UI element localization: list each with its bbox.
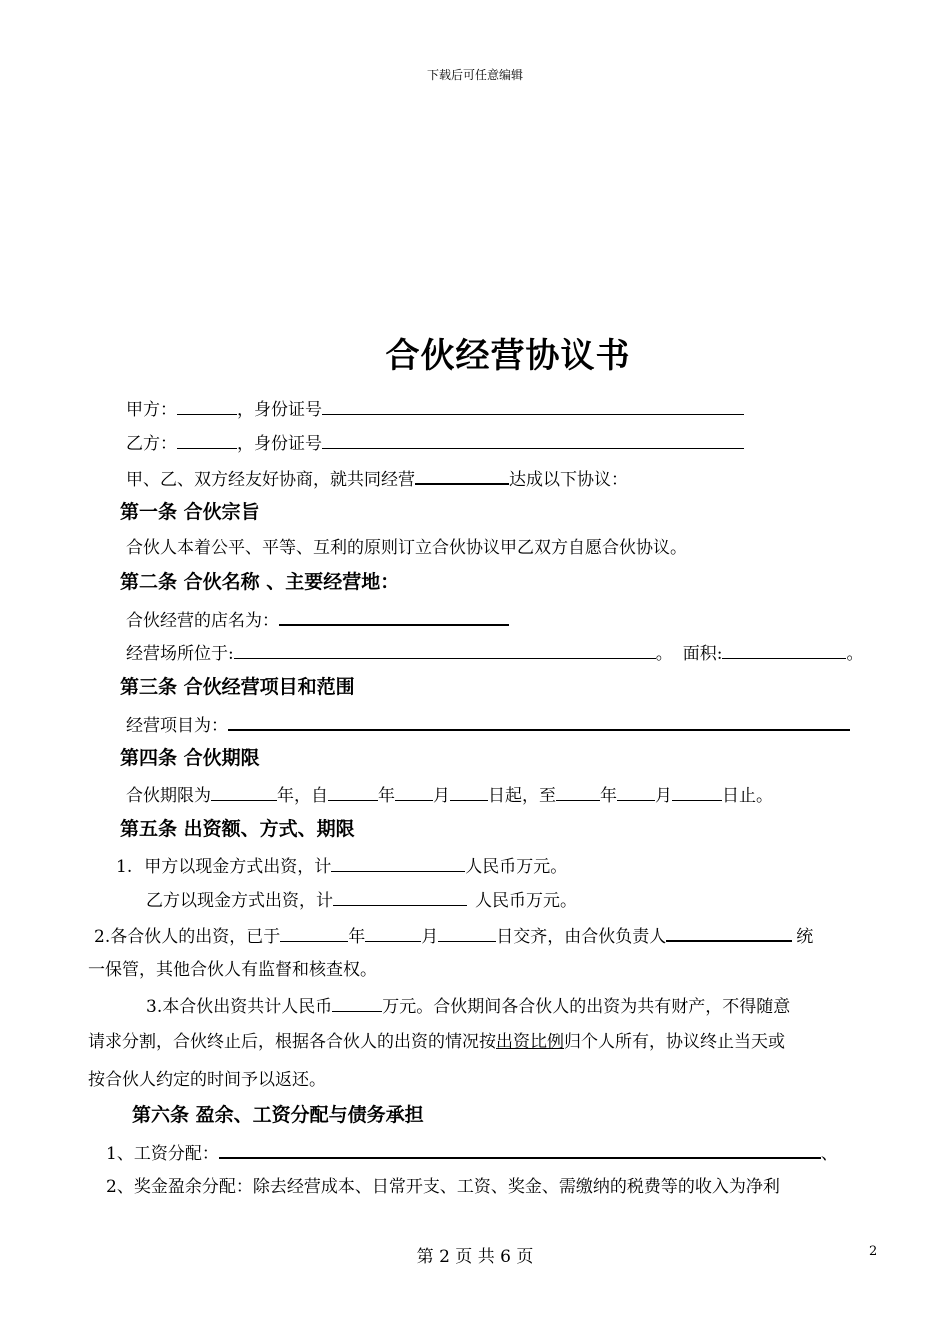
party-a-label: 甲方： (126, 400, 177, 420)
contribution-date-text-5: 统 (796, 927, 814, 947)
wage-end: 、 (820, 1144, 838, 1164)
term-years-blank (211, 782, 277, 801)
term-line (126, 782, 773, 808)
area-blank (722, 640, 846, 659)
intro-text: 甲、乙、双方经友好协商，就共同经营 (126, 470, 415, 490)
article-3-heading: 第三条 合伙经营项目和范围 (120, 676, 355, 698)
term-text-1: 合伙期限为 (126, 786, 211, 806)
contribution-date-text-1: 各合伙人的出资，已于 (110, 927, 281, 947)
article-5-heading: 第五条 出资额、方式、期限 (120, 818, 355, 840)
area-end: 。 (846, 644, 864, 664)
contribution-date-cont: 一保管，其他合伙人有监督和核查权。 (88, 960, 377, 980)
term-text-8: 日止。 (722, 786, 773, 806)
party-b-label: 乙方： (126, 434, 177, 454)
item-number: 1. (116, 857, 133, 877)
total-capital-line-3: 按合伙人约定的时间予以返还。 (88, 1070, 326, 1090)
place-label: 经营场所位于: (126, 644, 234, 664)
header-note: 下载后可任意编辑 (426, 68, 523, 82)
items-line (126, 711, 850, 738)
party-a-line (126, 396, 744, 422)
contribution-a-text: 甲方以现金方式出资，计 (144, 857, 332, 877)
total-capital-line-2 (88, 1030, 785, 1054)
place-line (126, 640, 863, 666)
total-capital-text-4: 归个人所有，协议终止当天或 (564, 1032, 785, 1052)
total-capital-line (146, 993, 790, 1019)
items-blank (228, 711, 850, 731)
article-6-heading: 第六条 盈余、工资分配与债务承担 (132, 1104, 424, 1126)
party-a-id-blank (322, 396, 744, 415)
store-name-label: 合伙经营的店名为： (126, 611, 279, 631)
paid-month-blank (365, 923, 421, 942)
start-day-blank (450, 782, 488, 801)
end-year-blank (556, 782, 600, 801)
party-a-name-blank (177, 396, 237, 415)
document-title: 合伙经营协议书 (385, 336, 631, 376)
paid-year-blank (280, 923, 348, 942)
intro-line (126, 465, 628, 492)
place-end: 。 (655, 644, 673, 664)
item-number: 2. (94, 927, 111, 947)
wage-label: 1、工资分配： (106, 1144, 219, 1164)
term-text-2: 年，自 (277, 786, 328, 806)
term-text-7: 月 (655, 786, 672, 806)
start-year-blank (328, 782, 378, 801)
store-name-line (126, 606, 509, 633)
contribution-a-unit: 人民币万元。 (465, 857, 568, 877)
bonus-line: 2、奖金盈余分配：除去经营成本、日常开支、工资、奖金、需缴纳的税费等的收入为净利 (106, 1177, 780, 1197)
total-capital-text-1: 本合伙出资共计人民币 (162, 997, 333, 1017)
contribution-a-line (116, 853, 567, 879)
capital-ratio-term: 出资比例 (496, 1032, 564, 1052)
page-footer: 第 2 页 共 6 页 (416, 1247, 534, 1267)
term-text-3: 年 (378, 786, 395, 806)
term-text-4: 月 (433, 786, 450, 806)
end-day-blank (672, 782, 722, 801)
item-number: 3. (146, 997, 163, 1017)
wage-line (106, 1139, 838, 1166)
page-number: 2 (869, 1244, 878, 1259)
contribution-b-blank (333, 887, 467, 906)
place-blank (234, 640, 656, 659)
contribution-date-text-4: 日交齐，由合伙负责人 (496, 927, 667, 947)
party-b-name-blank (177, 430, 237, 449)
contribution-b-unit: 人民币万元。 (475, 891, 577, 911)
contribution-b-text: 乙方以现金方式出资，计 (146, 891, 333, 911)
contribution-date-text-2: 年 (348, 927, 366, 947)
store-name-blank (279, 606, 509, 626)
area-label: 面积: (682, 644, 723, 664)
term-text-5: 日起，至 (488, 786, 556, 806)
party-a-id-label: ，身份证号 (237, 400, 322, 420)
items-label: 经营项目为： (126, 716, 228, 736)
wage-blank (219, 1139, 821, 1159)
article-2-heading: 第二条 合伙名称 、主要经营地： (120, 571, 400, 593)
party-b-id-label: ，身份证号 (237, 434, 322, 454)
total-capital-text-3: 请求分割，合伙终止后，根据各合伙人的出资的情况按 (88, 1032, 496, 1052)
article-4-heading: 第四条 合伙期限 (120, 747, 260, 769)
total-capital-text-2: 万元。合伙期间各合伙人的出资为共有财产，不得随意 (382, 997, 791, 1017)
paid-day-blank (438, 923, 496, 942)
start-month-blank (395, 782, 433, 801)
article-1-heading: 第一条 合伙宗旨 (120, 501, 260, 523)
business-blank (415, 465, 509, 485)
contribution-date-line (94, 922, 813, 949)
end-month-blank (617, 782, 655, 801)
party-b-id-blank (322, 430, 744, 449)
contribution-date-text-3: 月 (421, 927, 439, 947)
manager-blank (666, 922, 792, 942)
term-text-6: 年 (600, 786, 617, 806)
total-capital-blank (332, 993, 382, 1012)
contribution-b-line (146, 887, 577, 913)
intro-text-end: 达成以下协议： (509, 470, 628, 490)
party-b-line (126, 430, 744, 456)
article-1-text: 合伙人本着公平、平等、互利的原则订立合伙协议甲乙双方自愿合伙协议。 (126, 538, 687, 558)
contribution-a-blank (331, 853, 465, 872)
